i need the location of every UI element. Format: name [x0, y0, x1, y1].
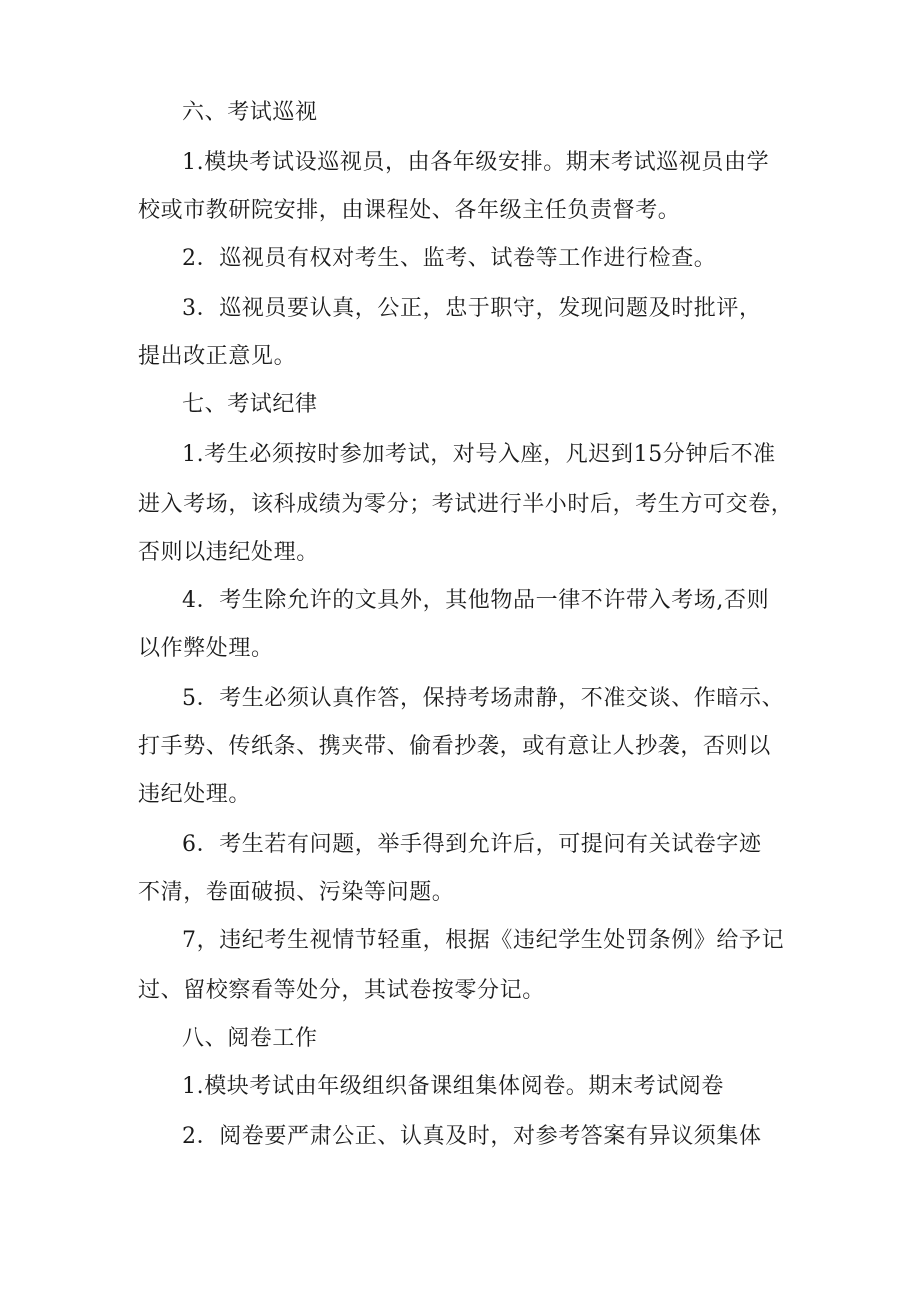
- paragraph-line: 6．考生若有问题，举手得到允许后，可提问有关试卷字迹: [182, 832, 762, 857]
- section-heading-marking: 八、阅卷工作: [182, 1026, 318, 1051]
- paragraph-line: 进入考场，该科成绩为零分；考试进行半小时后，考生方可交卷，: [138, 492, 794, 517]
- paragraph-line: 校或市教研院安排，由课程处、各年级主任负责督考。: [138, 198, 681, 223]
- paragraph-line: 5．考生必须认真作答，保持考场肃静，不准交谈、作暗示、: [182, 686, 785, 711]
- paragraph-line: 1.模块考试设巡视员，由各年级安排。期末考试巡视员由学: [182, 150, 770, 175]
- paragraph-line: 1.模块考试由年级组织备课组集体阅卷。期末考试阅卷: [182, 1074, 724, 1099]
- section-heading-exam-patrol: 六、考试巡视: [182, 100, 318, 125]
- paragraph-line: 2．阅卷要严肃公正、认真及时，对参考答案有异议须集体: [182, 1124, 762, 1149]
- section-heading-exam-discipline: 七、考试纪律: [182, 392, 318, 417]
- paragraph-line: 2．巡视员有权对考生、监考、试卷等工作进行检查。: [182, 246, 717, 271]
- paragraph-line: 以作弊处理。: [138, 636, 274, 661]
- paragraph-line: 打手势、传纸条、携夹带、偷看抄袭，或有意让人抄袭，否则以: [138, 734, 771, 759]
- paragraph-line: 7，违纪考生视情节轻重，根据《违纪学生处罚条例》给予记: [182, 928, 785, 953]
- paragraph-line: 否则以违纪处理。: [138, 540, 319, 565]
- paragraph-line: 3．巡视员要认真，公正，忠于职守，发现问题及时批评，: [182, 296, 762, 321]
- paragraph-line: 1.考生必须按时参加考试，对号入座，凡迟到15分钟后不准: [182, 442, 776, 467]
- paragraph-line: 过、留校察看等处分，其试卷按零分记。: [138, 978, 545, 1003]
- paragraph-line: 4．考生除允许的文具外，其他物品一律不许带入考场,否则: [182, 588, 770, 613]
- paragraph-line: 不清，卷面破损、污染等问题。: [138, 880, 455, 905]
- paragraph-line: 违纪处理。: [138, 782, 252, 807]
- paragraph-line: 提出改正意见。: [138, 344, 297, 369]
